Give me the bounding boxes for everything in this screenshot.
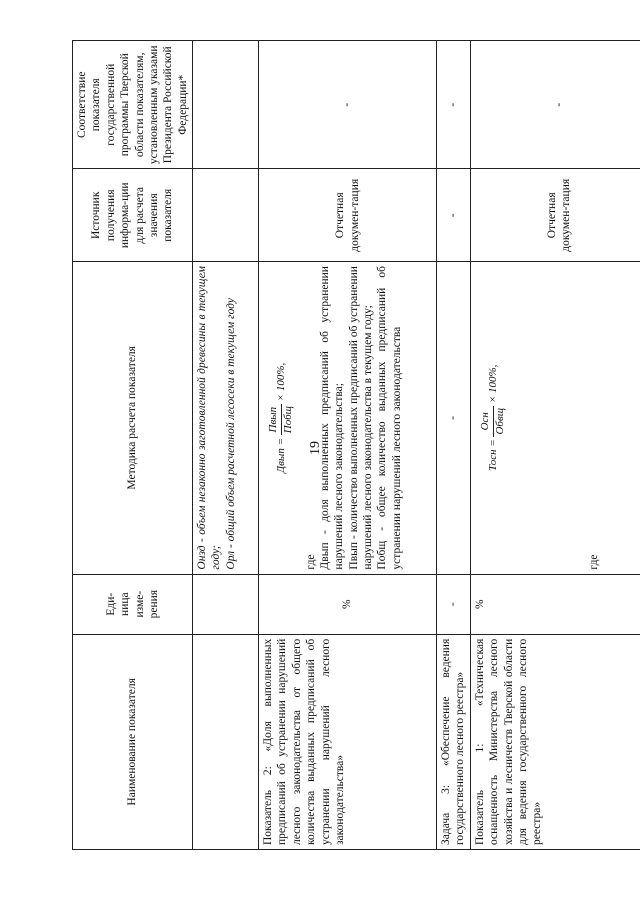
formula-fraction <box>267 404 296 435</box>
unit-cell: % <box>470 574 640 634</box>
formula <box>267 266 296 569</box>
where-label: где <box>588 554 601 570</box>
conformity-cell: - <box>259 41 437 170</box>
indicators-table <box>72 40 640 850</box>
table-row <box>259 41 437 850</box>
definition-line: Пвып - количество выполненных предписаний об устранении нарушений лесного законодательства в текущем году; <box>347 266 374 570</box>
indicator-name: Показатель 1: «Техническая оснащенность Министерства лесного хозяйства и лесничеств Тверской области для ведения государственного лесного реестра» <box>470 634 640 849</box>
header-name: Наименование показателя <box>73 634 193 849</box>
source-cell: Отчетная докумен-тация <box>470 169 640 262</box>
table-row <box>193 41 259 850</box>
source-cell: - <box>437 169 471 262</box>
formula-lhs: Тосн = <box>486 439 499 472</box>
formula <box>479 266 508 569</box>
formula-numerator: Осн <box>479 406 494 437</box>
cell-empty <box>193 169 259 262</box>
unit-cell: % <box>259 574 437 634</box>
header-method: Методика расчета показателя <box>73 262 193 574</box>
source-cell: Отчетная докумен-тация <box>259 169 437 262</box>
method-cell <box>193 262 259 574</box>
formula-end: , <box>486 364 499 368</box>
definition-line: Орл - общий объем расчетной лесосеки в текущем году <box>224 298 237 570</box>
formula-lhs: Двып = <box>274 437 287 473</box>
rotated-table-wrapper <box>72 40 612 850</box>
formula-fraction <box>479 406 508 437</box>
table-row <box>470 41 640 850</box>
definition-line: Побщ - общее количество выданных предписаний об устранении нарушений лесного законодательства <box>376 266 403 570</box>
header-unit: Еди- ница изме- рения <box>73 574 193 634</box>
header-source: Источник получения информа-ции для расчета значения показателя <box>73 169 193 262</box>
definition-line: Онзд - объем незаконно заготовленной древесины в текущем году; <box>196 266 223 570</box>
method-cell <box>259 262 437 574</box>
method-cell <box>470 262 640 574</box>
table-header-row <box>73 41 193 850</box>
formula-denominator: Побщ <box>281 406 294 434</box>
formula-rhs: × 100% <box>274 365 287 402</box>
conformity-cell: - <box>437 41 471 170</box>
unit-cell: - <box>437 574 471 634</box>
definition-line: Двып - доля выполненных предписаний об устранении нарушений лесного законодательства; <box>318 266 346 570</box>
cell-empty <box>193 634 259 849</box>
formula-end: , <box>274 362 287 366</box>
method-cell: - <box>437 262 471 574</box>
formula-numerator: Пвып <box>267 404 282 435</box>
conformity-cell: - <box>470 41 640 170</box>
where-label: где <box>304 554 317 570</box>
cell-empty <box>193 574 259 634</box>
task-name: Задача 3: «Обеспечение ведения государственного лесного реестра» <box>437 634 471 849</box>
formula-rhs: × 100% <box>486 367 499 404</box>
cell-empty <box>193 41 259 170</box>
formula-denominator: Обвщ <box>493 407 506 435</box>
indicator-name: Показатель 2: «Доля выполненных предписаний об устранении нарушений лесного законодательства от общего количества выданных предписаний об устранении нарушений лесного законодательства» <box>259 634 437 849</box>
page-number: 19 <box>308 441 323 455</box>
header-conformity: Соответствие показателя государственной программы Тверской области показателям, установленным указами Президента Российской Федерации* <box>73 41 193 170</box>
table-row <box>437 41 471 850</box>
